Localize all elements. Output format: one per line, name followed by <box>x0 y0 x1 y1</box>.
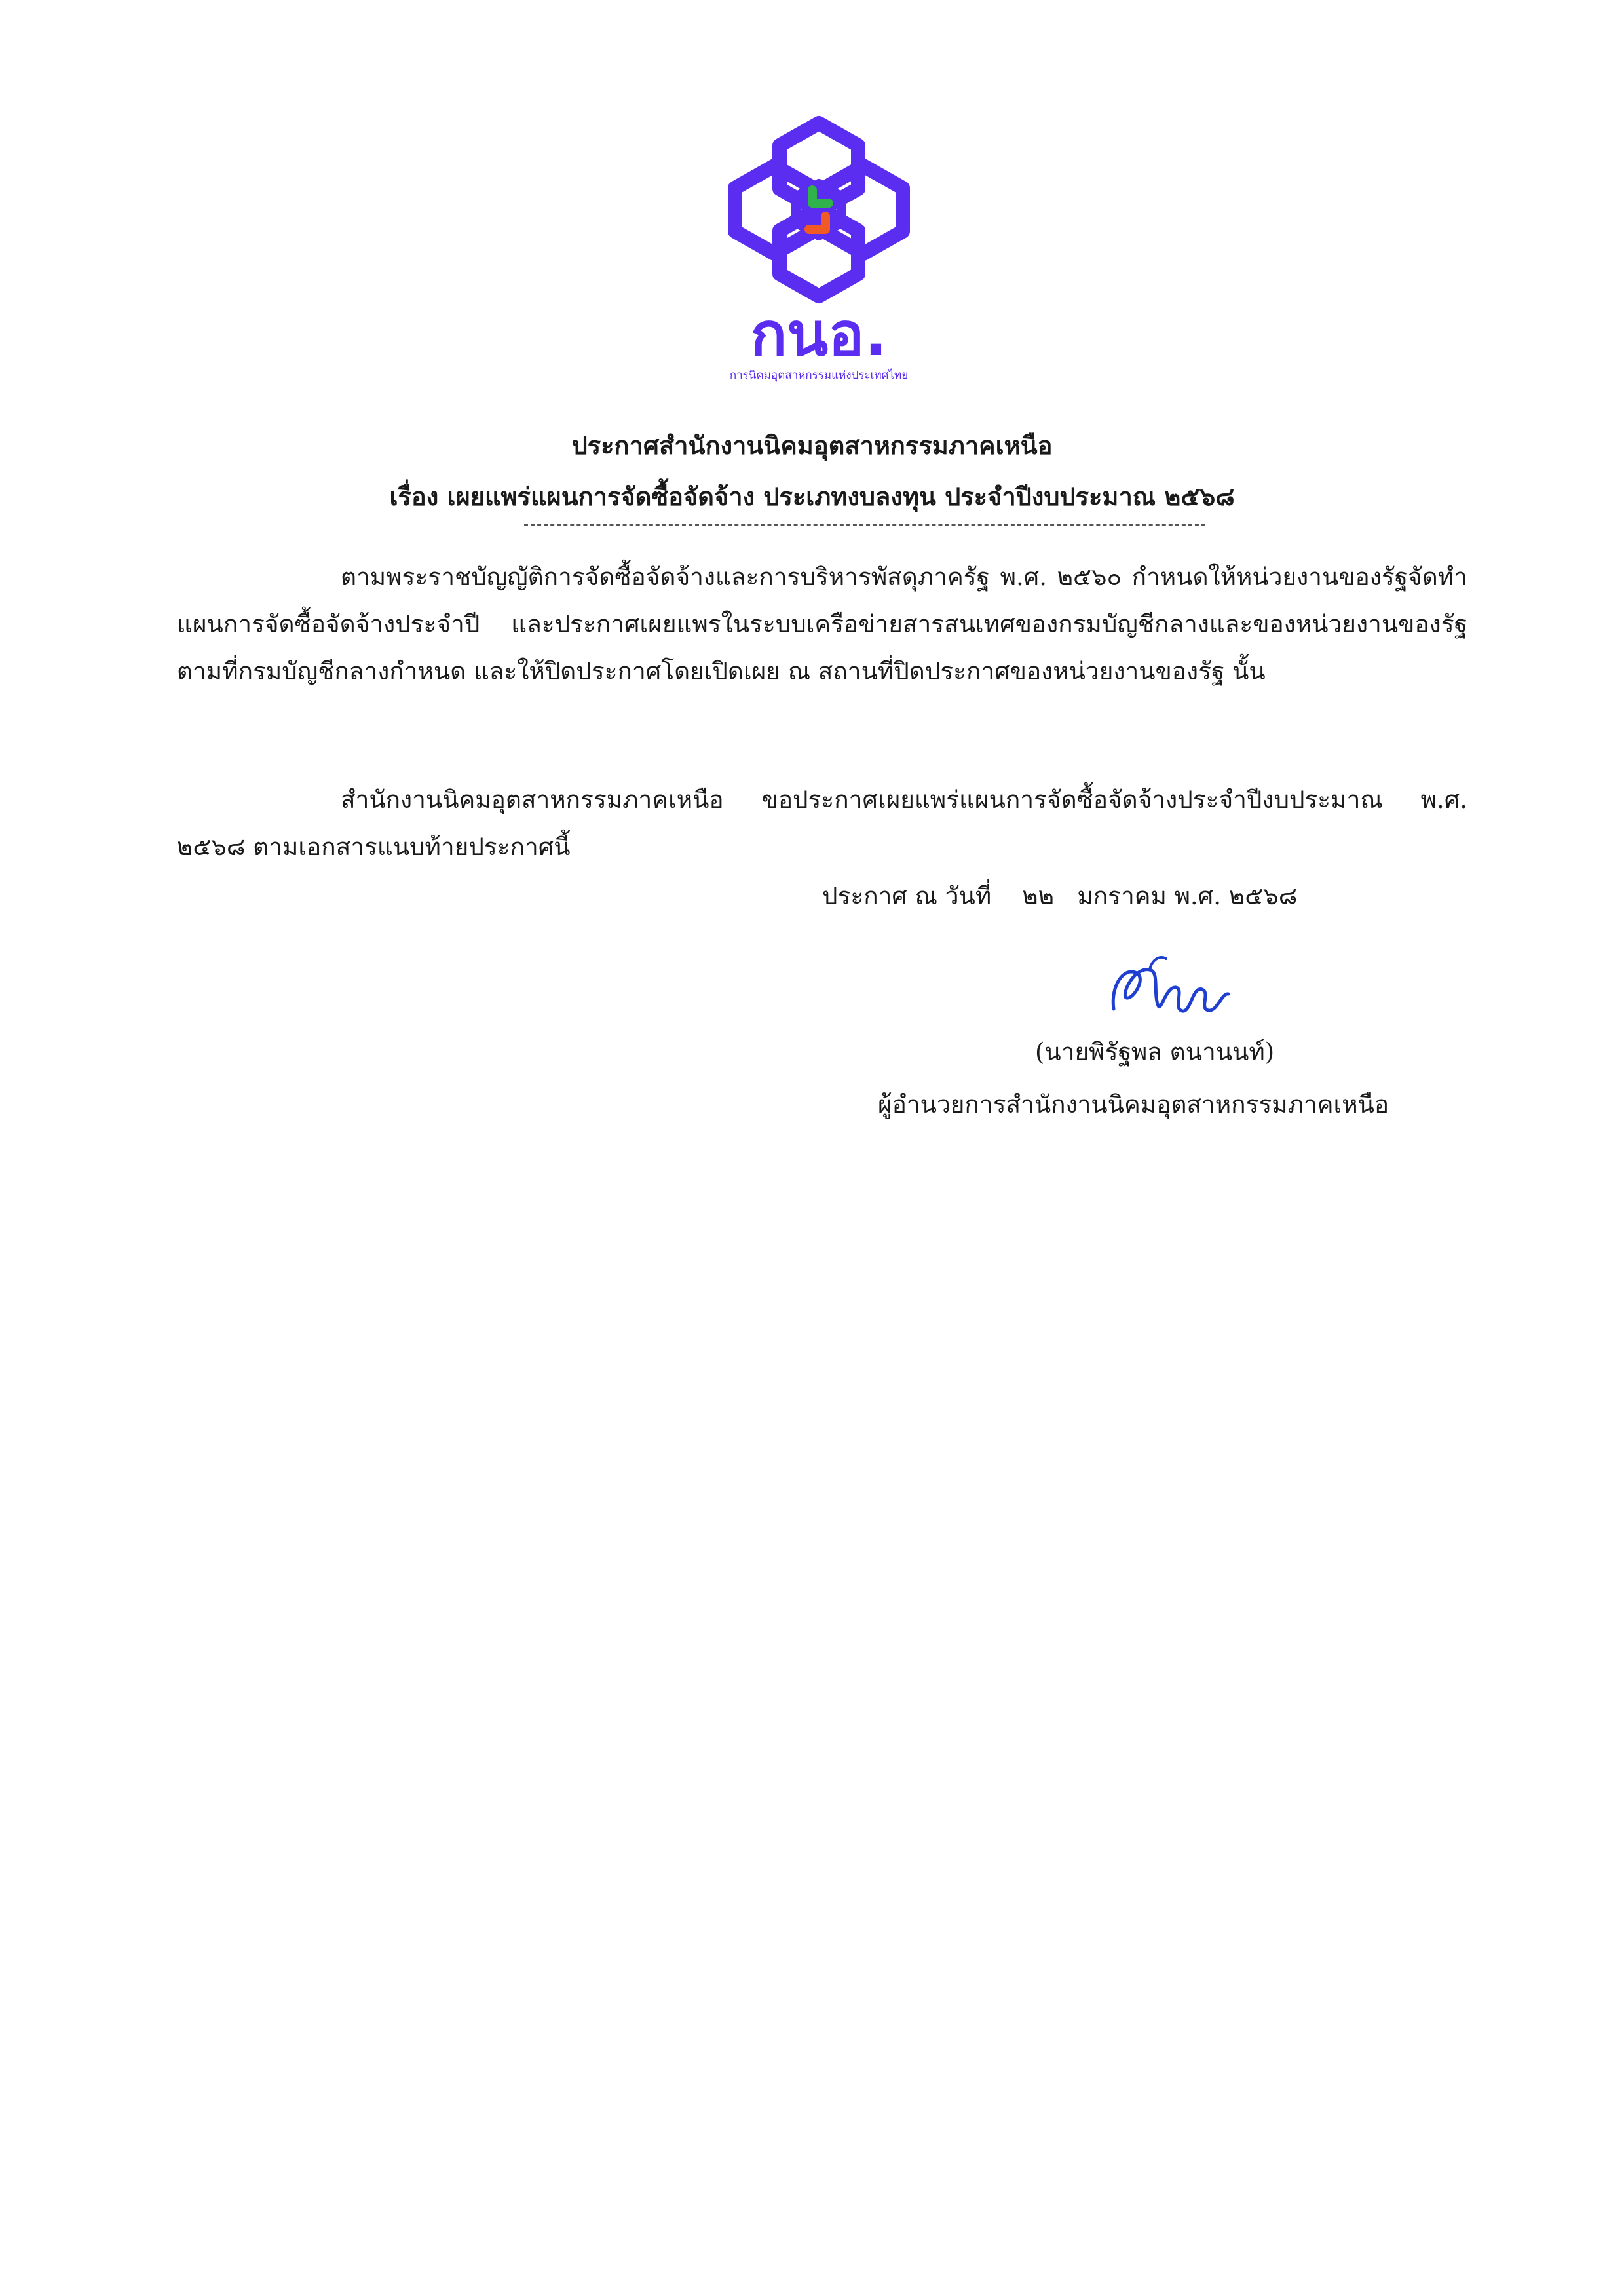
signer-name: (นายพิรัฐพล ตนานนท์) <box>1035 1038 1275 1066</box>
body-paragraph-2: สำนักงานนิคมอุตสาหกรรมภาคเหนือ ขอประกาศเผยแพร่แผนการจัดซื้อจัดจ้างประจำปีงบประมาณ พ.ศ. ๒๕๖๘ ตามเอกสารแนบท้ายประกาศนี้ <box>177 786 1467 861</box>
ieat-logo-mark-icon <box>721 111 917 387</box>
handwritten-signature <box>1087 947 1258 1039</box>
announcement-heading: ประกาศสำนักงานนิคมอุตสาหกรรมภาคเหนือ <box>571 430 1053 460</box>
ieat-logo <box>721 111 917 387</box>
signature-icon <box>1087 947 1258 1039</box>
announcement-subject: เรื่อง เผยแพร่แผนการจัดซื้อจัดจ้าง ประเภทงบลงทุน ประจำปีงบประมาณ ๒๕๖๘ <box>389 482 1235 511</box>
announcement-date: ประกาศ ณ วันที่ ๒๒ มกราคม พ.ศ. ๒๕๖๘ <box>822 882 1298 910</box>
signer-title: ผู้อำนวยการสำนักงานนิคมอุตสาหกรรมภาคเหนือ <box>878 1090 1389 1119</box>
heading-divider <box>524 524 1205 526</box>
body-paragraph-1: ตามพระราชบัญญัติการจัดซื้อจัดจ้างและการบริหารพัสดุภาครัฐ พ.ศ. ๒๕๖๐ กำหนดให้หน่วยงานของรัฐจัดทำแผนการจัดซื้อจัดจ้างประจำปี และประกาศเผยแพรในระบบเครือข่ายสารสนเทศของกรมบัญชีกลางและของหน่วยงานของรัฐตามที่กรมบัญชีกลางกำหนด และให้ปิดประกาศโดยเปิดเผย ณ สถานที่ปิดประกาศของหน่วยงานของรัฐ นั้น <box>177 563 1467 685</box>
logo-tagline: การนิคมอุตสาหกรรมแห่งประเทศไทย <box>729 369 909 382</box>
logo-wordmark: กนอ. <box>750 299 888 370</box>
